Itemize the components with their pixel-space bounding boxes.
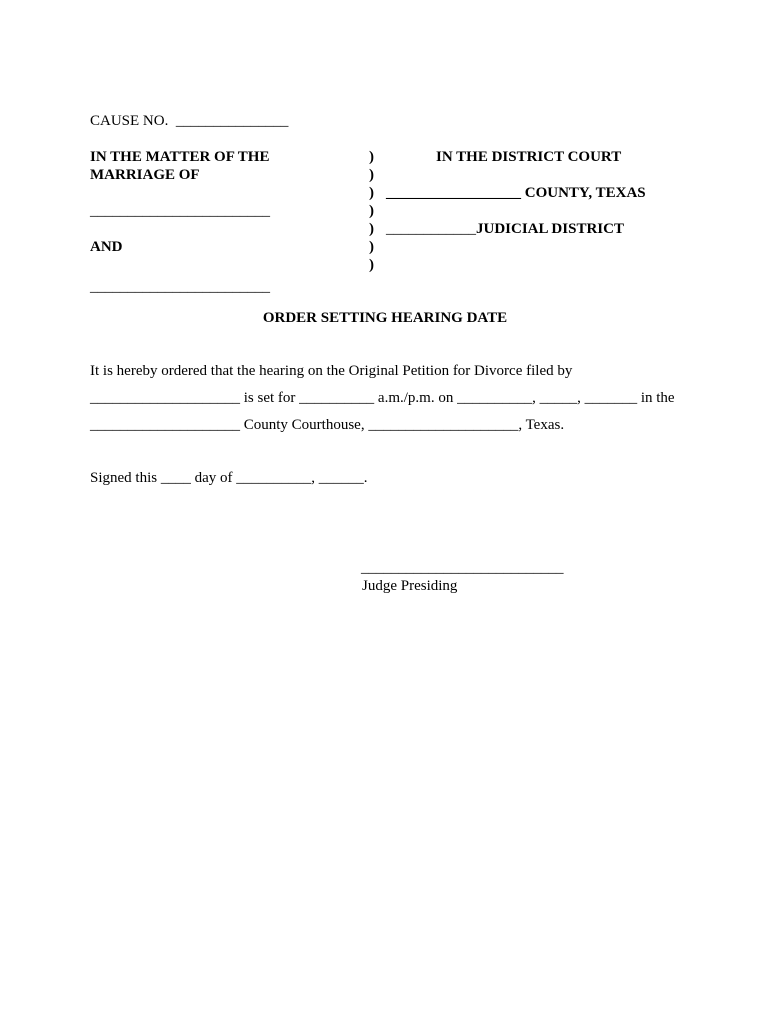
county-label: COUNTY, TEXAS xyxy=(521,185,646,201)
court-name: IN THE DISTRICT COURT xyxy=(436,149,622,165)
paren: ) xyxy=(369,239,374,255)
paren: ) xyxy=(369,185,374,201)
cause-number: CAUSE NO. _______________ xyxy=(90,113,289,129)
matter-heading-line1: IN THE MATTER OF THE xyxy=(90,149,270,165)
paren: ) xyxy=(369,167,374,183)
matter-heading-line2: MARRIAGE OF xyxy=(90,167,200,183)
paren: ) xyxy=(369,203,374,219)
county-blank: __________________ xyxy=(386,185,521,201)
paren: ) xyxy=(369,257,374,273)
party2-blank: ________________________ xyxy=(90,279,270,295)
paren: ) xyxy=(369,221,374,237)
paren: ) xyxy=(369,149,374,165)
party1-blank: ________________________ xyxy=(90,203,270,219)
document-title: ORDER SETTING HEARING DATE xyxy=(262,310,508,326)
body-line-1: It is hereby ordered that the hearing on the Original Petition for Divorce filed by xyxy=(90,363,573,379)
district-blank: ____________ xyxy=(386,221,476,237)
signed-line: Signed this ____ day of __________, ______. xyxy=(90,470,368,486)
body-line-2: ____________________ is set for __________ a.m./p.m. on __________, _____, _______ in the xyxy=(90,390,675,406)
district-line xyxy=(386,220,624,238)
and-label: AND xyxy=(90,239,123,255)
signature-label: Judge Presiding xyxy=(362,578,458,594)
body-line-3: ____________________ County Courthouse, ____________________, Texas. xyxy=(90,417,565,433)
district-label: JUDICIAL DISTRICT xyxy=(476,221,624,237)
county-line xyxy=(386,184,646,202)
signature-line: ___________________________ xyxy=(361,560,564,576)
